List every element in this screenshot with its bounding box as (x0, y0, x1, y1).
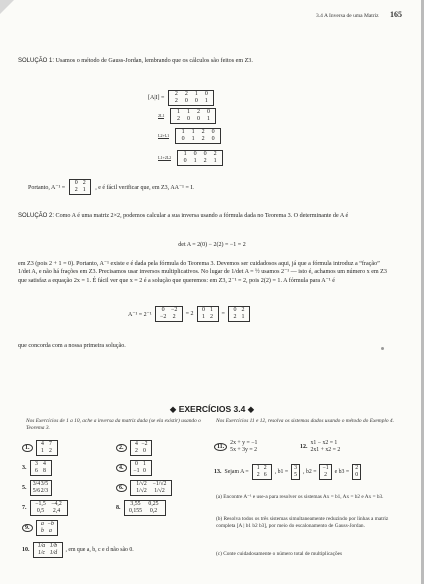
inverse-result: Portanto, A⁻¹ = 0 2 2 1 , e é fácil verificar que, em Z3, AA⁻¹ = I. (28, 180, 194, 193)
solution2-conclusion: que concorda com a nossa primeira solução. (18, 343, 126, 349)
solution1-intro (18, 57, 390, 65)
exercise-11: 11. 2x + y = −1 5x + 3y = 2 (214, 440, 257, 454)
exercises-heading: ◆ EXERCÍCIOS 3.4 ◆ (169, 404, 255, 414)
exercise-10: 10. 1/a 1/b 1/c 1/d , em que a, b, c e d não são 0. (22, 543, 134, 556)
solution1-label: SOLUÇÃO 1: (18, 58, 55, 64)
step-1: 2L1 1 1 2 0 2 0 0 1 (158, 108, 216, 124)
step-2: L2+L1 1 1 2 0 0 1 2 0 (158, 128, 221, 144)
solution2-body: em Z3 (pois 2 + 1 = 0). Portanto, A⁻¹ existe e é dada pela fórmula do Teorema 3. Devemos ser cuidadosos aqui, já que a fórmula introduz a “fração” 1/det A, e não há frações em Z3. Precisamos usar inversos multiplicativos. No lugar de 1/det A = ½ usamos 2⁻¹ — isto é, achamos um número x em Z3 que satisfaz a equação 2x = 1. É fácil ver que x = 2 é a solução que queremos: em Z3, 2⁻¹ = 2, pois 2(2) = 1. A fórmula para A⁻¹ é (18, 261, 387, 284)
exercise-1: 1. 4 7 1 2 (22, 440, 58, 456)
aug-matrix-0: 2 2 1 0 2 0 0 1 (168, 90, 214, 106)
exercise-6: 6. 1/√2 −1/√2 1/√2 1/√2 (116, 480, 172, 496)
aug-matrix-3: 1 0 0 2 0 1 2 1 (177, 150, 223, 166)
exercise-8: 8. 3,55 0,25 0,155 0,2 (116, 500, 166, 516)
exercise-5: 5. 3/4 3/5 5/6 2/3 (22, 480, 52, 496)
exercise-13b: (b) Resolva todos os três sistemas simultaneamente reduzindo por linhas a matriz completa [A | b1 b2 b3], por meio do escalonamento de Gauss-Jordan. (216, 516, 389, 530)
exercise-12: 12. x1 − x2 = 1 2x1 + x2 = 2 (300, 440, 341, 453)
solution2-intro (18, 212, 390, 220)
determinant-eq: det A = 2(0) − 2(2) = −1 = 2 (178, 242, 246, 248)
exercises-instruction-right: Nos Exercícios 11 e 12, resolva os sistemas dados usando o método do Exemplo 4. (216, 418, 394, 424)
page-mark (381, 347, 384, 350)
aug-matrix-2: 1 1 2 0 0 1 2 0 (175, 128, 221, 144)
exercise-13: 13. Sejam A = 1 2 2 6 , b1 = 3 5 , b2 = −1 2 e b3 = 2 0 (214, 464, 361, 480)
step-3: L1+2L2 1 0 0 2 0 1 2 1 (158, 150, 223, 166)
running-header (316, 10, 402, 19)
header-section: 3.4 A Inversa de uma Matriz (316, 13, 379, 19)
exercise-2: 2. 4 −2 2 0 (116, 440, 152, 456)
aug-matrix-1: 1 1 2 0 2 0 0 1 (170, 108, 216, 124)
augmented-matrix: [A|I] = 2 2 1 0 2 0 0 1 (148, 90, 214, 106)
exercise-4: 4. 0 1 −1 0 (116, 460, 152, 476)
exercise-13c: (c) Conte cuidadosamente o número total de multiplicações (216, 551, 343, 557)
exercise-7: 7. −1,5 −4,2 0,5 2,4 (22, 500, 68, 516)
exercise-9: 9. a −b b a (22, 520, 58, 536)
page-corner (0, 0, 14, 14)
solution2-text: Como A é uma matriz 2×2, podemos calcular a sua inversa usando a fórmula dada no Teorema 3. O determinante de A é (55, 213, 349, 219)
solution1-text: Usamos o método de Gauss-Jordan, lembrando que os cálculos são feitos em Z3. (55, 58, 253, 64)
inverse-matrix: 0 2 2 1 (69, 179, 91, 195)
exercise-3: 3. 3 4 6 8 (22, 460, 52, 476)
exercise-13a: (a) Encontre A⁻¹ e use-a para resolver os sistemas Ax = b1, Ax = b2 e Ax = b3. (216, 494, 384, 500)
page-number: 165 (390, 10, 402, 19)
exercises-instruction-left: Nos Exercícios de 1 a 10, ache a inversa da matriz dada (se ela existir) usando o Teorema 3. (26, 418, 201, 432)
solution2-label: SOLUÇÃO 2: (18, 213, 55, 219)
inverse-formula: A⁻¹ = 2⁻¹ 0 −2 −2 2 = 2 0 1 1 2 = 0 2 2 1 (128, 306, 250, 322)
